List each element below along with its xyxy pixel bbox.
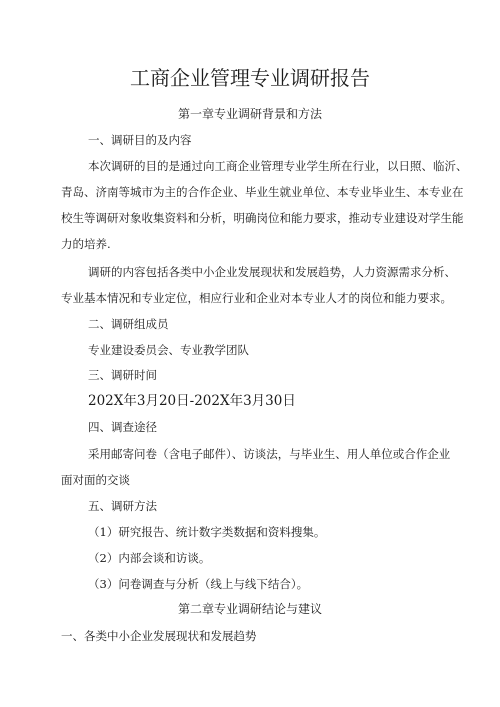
section-5-list-item-1: （1）研究报告、统计数字类数据和资料搜集。 bbox=[88, 525, 326, 539]
section-2-heading: 二、调研组成员 bbox=[88, 317, 169, 331]
chapter-2-section-1-heading: 一、各类中小企业发展现状和发展趋势 bbox=[61, 629, 257, 643]
chapter-1-heading: 第一章专业调研背景和方法 bbox=[177, 107, 322, 121]
section-5-list-item-3: （3）问卷调查与分析（线上与线下结合）。 bbox=[88, 577, 309, 591]
section-1-paragraph-1-line-4: 力的培养. bbox=[61, 237, 111, 251]
section-3-paragraph: 202X年3月20日-202X年3月30日 bbox=[88, 393, 296, 409]
document-title: 工商企业管理专业调研报告 bbox=[130, 66, 370, 90]
section-2-paragraph: 专业建设委员会、专业教学团队 bbox=[88, 343, 249, 357]
section-1-heading: 一、调研目的及内容 bbox=[88, 133, 192, 147]
section-5-list-item-2: （2）内部会谈和访谈。 bbox=[88, 551, 211, 565]
section-1-paragraph-1-line-2: 青岛、济南等城市为主的合作企业、毕业生就业单位、本专业毕业生、本专业在 bbox=[61, 185, 464, 199]
section-3-heading: 三、调研时间 bbox=[88, 368, 157, 382]
section-4-heading: 四、调查途径 bbox=[88, 420, 157, 434]
section-5-heading: 五、调研方法 bbox=[88, 499, 157, 513]
section-1-paragraph-1-line-3: 校生等调研对象收集资料和分析，明确岗位和能力要求，推动专业建设对学生能 bbox=[61, 211, 464, 225]
chapter-2-heading: 第二章专业调研结论与建议 bbox=[177, 602, 322, 616]
section-4-paragraph-line-1: 采用邮寄问卷（含电子邮件）、访谈法，与毕业生、用人单位或合作企业 bbox=[88, 447, 451, 461]
section-1-paragraph-2-line-2: 专业基本情况和专业定位，相应行业和企业对本专业人才的岗位和能力要求。 bbox=[61, 291, 452, 305]
section-1-paragraph-2-line-1: 调研的内容包括各类中小企业发展现状和发展趋势，人力资源需求分析、 bbox=[88, 265, 456, 279]
section-4-paragraph-line-2: 面对面的交谈 bbox=[61, 473, 130, 487]
section-1-paragraph-1-line-1: 本次调研的目的是通过向工商企业管理专业学生所在行业，以日照、临沂、 bbox=[88, 159, 468, 173]
